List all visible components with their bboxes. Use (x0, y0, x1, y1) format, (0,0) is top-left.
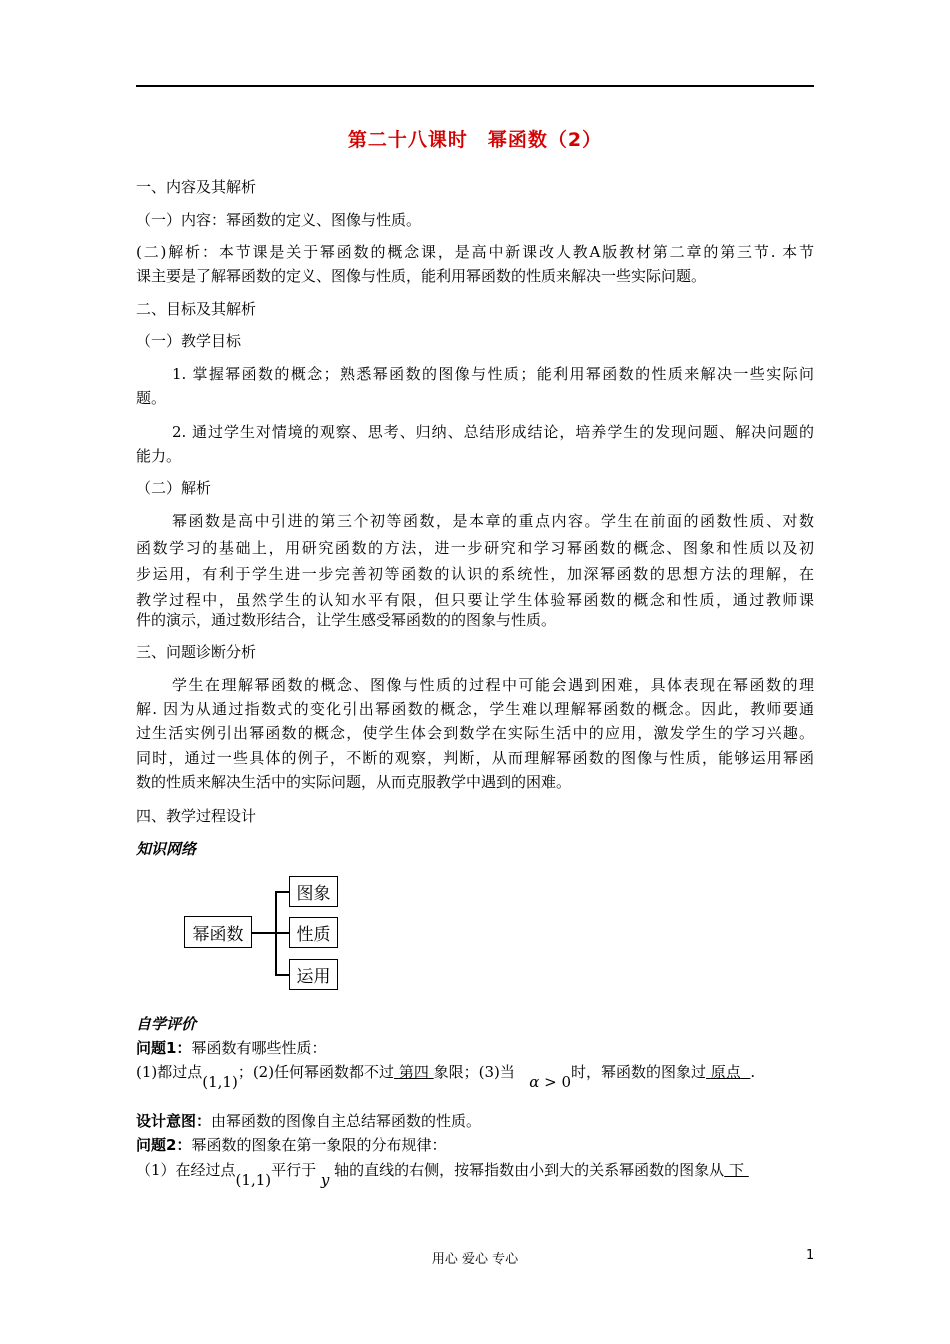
page-number: 1 (806, 1248, 815, 1263)
section-heading-2: 二、目标及其解析 (136, 300, 257, 318)
goal-2-line-1: 2. 通过学生对情境的观察、思考、归纳、总结形成结论，培养学生的发现问题、解决问题的 (172, 423, 814, 441)
text-span: ；(2)任何幂函数都不过 (237, 1063, 395, 1081)
diagram-child-box: 性质 (289, 917, 338, 948)
answer-blank (394, 1063, 434, 1081)
answer-blank (706, 1063, 750, 1081)
text-span: 轴的直线的右侧，按幂指数由小到大的关系幂函数的图象从 (334, 1161, 725, 1179)
diagram-child-box: 图象 (289, 876, 338, 907)
paragraph-line: 件的演示，通过数形结合，让学生感受幂函数的的图象与性质。 (136, 611, 557, 629)
text-span: 时，幂函数的图象过 (571, 1063, 707, 1081)
question-2-line (136, 1158, 749, 1189)
footer-text: 用心 爱心 专心 (431, 1252, 519, 1267)
diagram-root-box: 幂函数 (184, 916, 252, 948)
question-2-text: 幂函数的图象在第一象限的分布规律： (191, 1136, 447, 1154)
answer-text: 第四 (398, 1063, 429, 1081)
paragraph-line: 学生在理解幂函数的概念、图像与性质的过程中可能会遇到困难，具体表现在幂函数的理 (172, 676, 814, 694)
diagram-child-box: 运用 (289, 959, 338, 990)
text-span: . (750, 1063, 756, 1081)
paragraph-line: 教学过程中，虽然学生的认知水平有限，但只要让学生体验幂函数的概念和性质，通过教师课 (136, 591, 814, 609)
point-math: (1,1) (202, 1073, 238, 1091)
paragraph-line: 步运用，有利于学生进一步完善初等函数的认识的系统性，加深幂函数的思想方法的理解，在 (136, 565, 814, 583)
goal-1-line-1: 1. 掌握幂函数的概念；熟悉幂函数的图像与性质；能利用幂函数的性质来解决一些实际问 (172, 365, 814, 383)
analysis-line-1: (二)解析：本节课是关于幂函数的概念课，是高中新课改人教A版教材第二章的第三节. 本节 (136, 243, 814, 261)
alpha-condition (529, 1073, 571, 1091)
y-symbol: y (320, 1171, 330, 1189)
question-1-text: 幂函数有哪些性质： (191, 1039, 327, 1057)
paragraph-line: 解. 因为从通过指数式的变化引出幂函数的概念，学生难以理解幂函数的概念。因此，教师要通 (136, 700, 814, 718)
page-title: 第二十八课时 幂函数（2） (347, 129, 603, 151)
answer-text: 原点 (710, 1063, 741, 1081)
goal-1-line-2: 题。 (136, 389, 167, 407)
text-span: (1)都过点 (136, 1063, 203, 1081)
point-math: (1,1) (235, 1171, 272, 1189)
diagram-connector (252, 932, 276, 934)
paragraph-line: 幂函数是高中引进的第三个初等函数，是本章的重点内容。学生在前面的函数性质、对数 (172, 512, 814, 530)
diagram-connector (275, 974, 289, 976)
text-span: 象限；(3)当 (433, 1063, 515, 1081)
text-span: （1）在经过点 (136, 1161, 236, 1179)
paragraph-line: 同时，通过一些具体的例子，不断的观察，判断，从而理解幂函数的图像与性质，能够运用幂函 (136, 749, 814, 767)
knowledge-network-heading: 知识网络 (136, 840, 197, 858)
paragraph-line: 函数学习的基础上，用研究函数的方法，进一步研究和学习幂函数的概念、图象和性质以及初 (136, 539, 814, 557)
goal-2-line-2: 能力。 (136, 447, 182, 465)
answer-blank (724, 1161, 749, 1179)
analysis-line-2: 课主要是了解幂函数的定义、图像与性质，能利用幂函数的性质来解决一些实际问题。 (136, 267, 707, 285)
question-1 (136, 1036, 326, 1060)
design-intent (136, 1109, 481, 1133)
alpha-symbol: α (529, 1073, 540, 1091)
subheading-analysis: （二）解析 (136, 479, 212, 497)
answer-text: 下 (728, 1161, 744, 1179)
section-heading-1: 一、内容及其解析 (136, 178, 257, 196)
design-intent-label: 设计意图： (136, 1112, 212, 1130)
diagram-connector (275, 932, 289, 934)
content-line: （一）内容：幂函数的定义、图像与性质。 (136, 211, 422, 229)
text-span: 平行于 (271, 1161, 317, 1179)
section-heading-3: 三、问题诊断分析 (136, 643, 257, 661)
question-1-answer-line (136, 1060, 756, 1091)
question-2-label: 问题2： (136, 1136, 192, 1154)
header-rule (136, 85, 814, 87)
paragraph-line: 过生活实例引出幂函数的概念，使学生体会到数学在实际生活中的应用，激发学生的学习兴趣。 (136, 724, 814, 742)
subheading-goals: （一）教学目标 (136, 332, 242, 350)
diagram-connector (275, 891, 289, 893)
paragraph-line: 数的性质来解决生活中的实际问题，从而克服教学中遇到的困难。 (136, 773, 572, 791)
self-evaluation-heading: 自学评价 (136, 1015, 197, 1033)
question-2 (136, 1133, 446, 1157)
condition-text: > 0 (539, 1073, 571, 1091)
question-1-label: 问题1： (136, 1039, 192, 1057)
design-intent-text: 由幂函数的图像自主总结幂函数的性质。 (211, 1112, 482, 1130)
section-heading-4: 四、教学过程设计 (136, 807, 257, 825)
